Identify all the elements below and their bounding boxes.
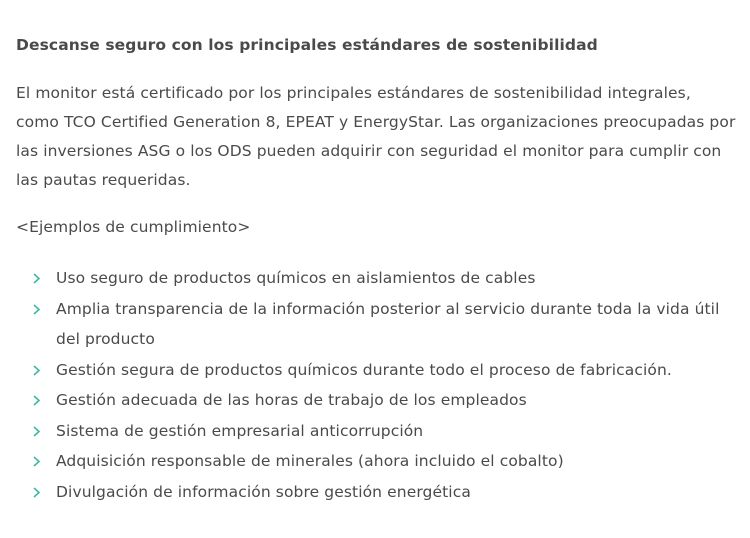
chevron-right-icon [32, 304, 41, 315]
compliance-list [16, 263, 736, 507]
list-item-text: Uso seguro de productos químicos en aislamientos de cables [56, 269, 536, 287]
section-paragraph: El monitor está certificado por los principales estándares de sostenibilidad integrales, como TCO Certified Generation 8, EPEAT y EnergyStar. Las organizaciones preocupadas por las inversiones ASG o los ODS pueden adquirir con seguridad el monitor para cumplir con las pautas requeridas. [16, 84, 736, 189]
list-item [16, 263, 736, 294]
chevron-right-icon [32, 395, 41, 406]
list-item [16, 416, 736, 447]
list-item-text: Sistema de gestión empresarial anticorrupción [56, 421, 424, 440]
chevron-right-icon [32, 365, 41, 376]
chevron-right-icon [32, 426, 41, 437]
list-item [16, 446, 736, 477]
examples-subheading: <Ejemplos de cumplimiento> [16, 218, 251, 236]
section-heading: Descanse seguro con los principales estándares de sostenibilidad [16, 36, 598, 54]
list-item [16, 477, 736, 508]
list-item-text: Gestión adecuada de las horas de trabajo de los empleados [56, 391, 527, 409]
chevron-right-icon [32, 273, 41, 284]
list-item-text: Divulgación de información sobre gestión energética [56, 482, 471, 501]
chevron-right-icon [32, 456, 41, 467]
list-item [16, 355, 736, 386]
list-item-text: Gestión segura de productos químicos durante todo el proceso de fabricación. [56, 360, 672, 379]
list-item-text: Adquisición responsable de minerales (ahora incluido el cobalto) [56, 452, 564, 470]
chevron-right-icon [32, 487, 41, 498]
list-item [16, 385, 736, 416]
list-item [16, 294, 736, 355]
list-item-text: Amplia transparencia de la información posterior al servicio durante toda la vida útil del producto [56, 299, 720, 348]
